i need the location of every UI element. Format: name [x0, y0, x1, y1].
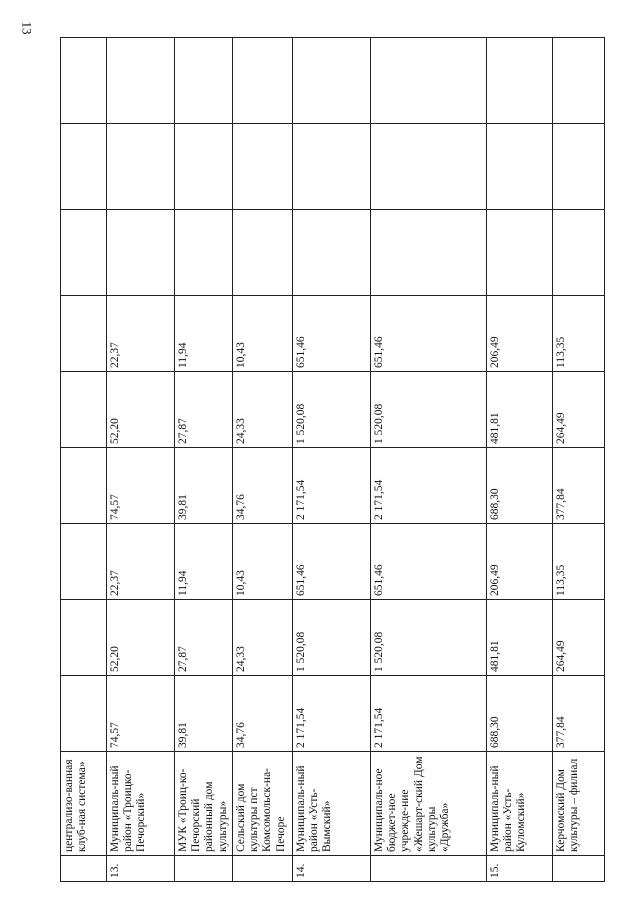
- value-cell: 377,84: [552, 448, 604, 524]
- value-cell: [552, 210, 604, 296]
- name-cell: Муниципаль-ный район «Усть-Вымский»: [292, 752, 370, 856]
- value-cell: 24,33: [232, 600, 292, 676]
- value-cell: 52,20: [107, 372, 175, 448]
- table-row: [61, 38, 107, 882]
- value-cell: 688,30: [486, 676, 552, 752]
- value-cell: [61, 124, 107, 210]
- value-cell: [292, 124, 370, 210]
- value-cell: [175, 210, 233, 296]
- row-number-cell: [175, 856, 233, 882]
- row-number-cell: [61, 856, 107, 882]
- value-cell: 24,33: [232, 372, 292, 448]
- value-cell: [552, 38, 604, 124]
- row-number-cell: [370, 856, 486, 882]
- value-cell: [61, 296, 107, 372]
- row-number-cell: 13.: [107, 856, 175, 882]
- value-cell: 113,35: [552, 524, 604, 600]
- value-cell: 264,49: [552, 600, 604, 676]
- value-cell: 688,30: [486, 448, 552, 524]
- value-cell: 34,76: [232, 448, 292, 524]
- value-cell: [61, 600, 107, 676]
- table-row: [370, 38, 486, 882]
- value-cell: 39,81: [175, 676, 233, 752]
- value-cell: 22,37: [107, 296, 175, 372]
- value-cell: [61, 38, 107, 124]
- value-cell: 11,94: [175, 296, 233, 372]
- value-cell: 1 520,08: [370, 372, 486, 448]
- table-row: [292, 38, 370, 882]
- value-cell: 206,49: [486, 524, 552, 600]
- value-cell: [61, 676, 107, 752]
- value-cell: 52,20: [107, 600, 175, 676]
- value-cell: 34,76: [232, 676, 292, 752]
- table-row: [486, 38, 552, 882]
- value-cell: 22,37: [107, 524, 175, 600]
- table-body: [61, 38, 605, 882]
- value-cell: [292, 210, 370, 296]
- value-cell: 2 171,54: [292, 676, 370, 752]
- value-cell: 481,81: [486, 600, 552, 676]
- value-cell: 1 520,08: [292, 600, 370, 676]
- rotated-table-wrapper: [60, 38, 581, 882]
- value-cell: 377,84: [552, 676, 604, 752]
- value-cell: [552, 124, 604, 210]
- row-number-cell: 15.: [486, 856, 552, 882]
- value-cell: [486, 210, 552, 296]
- value-cell: 481,81: [486, 372, 552, 448]
- value-cell: 206,49: [486, 296, 552, 372]
- value-cell: [107, 124, 175, 210]
- row-number-cell: [552, 856, 604, 882]
- value-cell: [61, 448, 107, 524]
- value-cell: 10,43: [232, 524, 292, 600]
- name-cell: Муниципаль-ный район «Усть-Куломский»: [486, 752, 552, 856]
- value-cell: [61, 524, 107, 600]
- value-cell: 651,46: [370, 296, 486, 372]
- value-cell: [107, 38, 175, 124]
- value-cell: 39,81: [175, 448, 233, 524]
- budget-table: [60, 37, 605, 882]
- value-cell: 264,49: [552, 372, 604, 448]
- value-cell: [292, 38, 370, 124]
- value-cell: [486, 38, 552, 124]
- value-cell: 651,46: [370, 524, 486, 600]
- value-cell: [232, 210, 292, 296]
- value-cell: 2 171,54: [370, 676, 486, 752]
- value-cell: [175, 124, 233, 210]
- value-cell: [107, 210, 175, 296]
- value-cell: [175, 38, 233, 124]
- value-cell: 651,46: [292, 524, 370, 600]
- value-cell: 11,94: [175, 524, 233, 600]
- page-number: 13: [19, 21, 35, 35]
- value-cell: [486, 124, 552, 210]
- value-cell: 1 520,08: [370, 600, 486, 676]
- value-cell: 27,87: [175, 372, 233, 448]
- row-number-cell: 14.: [292, 856, 370, 882]
- name-cell: Муниципаль-ное бюджет-ное учрежде-ние «Жешарт-ский Дом культуры «Дружба»: [370, 752, 486, 856]
- table-row: [552, 38, 604, 882]
- value-cell: 10,43: [232, 296, 292, 372]
- table-row: [232, 38, 292, 882]
- table-row: [107, 38, 175, 882]
- value-cell: 74,57: [107, 448, 175, 524]
- value-cell: 113,35: [552, 296, 604, 372]
- value-cell: [232, 38, 292, 124]
- name-cell: МУК «Троиц-ко-Печорский районный дом культуры»: [175, 752, 233, 856]
- value-cell: [61, 372, 107, 448]
- value-cell: 651,46: [292, 296, 370, 372]
- value-cell: [370, 124, 486, 210]
- value-cell: [370, 210, 486, 296]
- value-cell: 27,87: [175, 600, 233, 676]
- value-cell: 1 520,08: [292, 372, 370, 448]
- value-cell: 74,57: [107, 676, 175, 752]
- name-cell: Керчомский Дом культуры – филиал: [552, 752, 604, 856]
- value-cell: [232, 124, 292, 210]
- name-cell: Сельский дом культуры пст Комсомольск-на-Печоре: [232, 752, 292, 856]
- row-number-cell: [232, 856, 292, 882]
- name-cell: централизо-ванная клуб-ная система»: [61, 752, 107, 856]
- value-cell: 2 171,54: [370, 448, 486, 524]
- name-cell: Муниципаль-ный район «Троицко-Печорский»: [107, 752, 175, 856]
- value-cell: [370, 38, 486, 124]
- value-cell: 2 171,54: [292, 448, 370, 524]
- table-row: [175, 38, 233, 882]
- value-cell: [61, 210, 107, 296]
